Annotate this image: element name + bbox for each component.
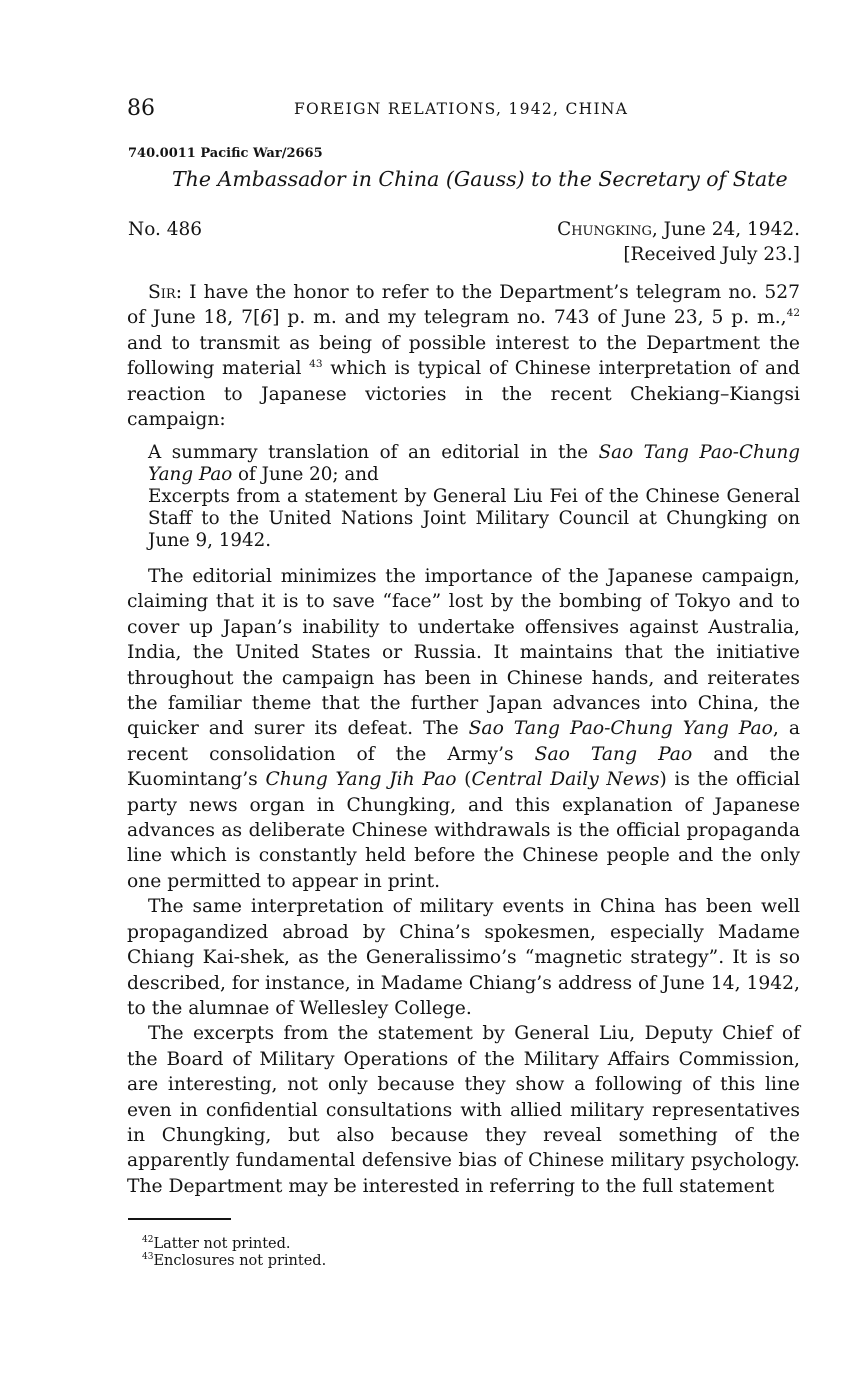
text-run-italic: Chung Yang Jih Pao [265,769,457,791]
date: , June 24, 1942. [651,219,800,240]
place: Chungking [557,219,652,240]
text-run-italic: Sao Tang Pao-Chung Yang Pao [468,718,773,740]
footnote-text: Enclosures not printed. [153,1253,327,1269]
file-reference: 740.0011 Pacific War/2665 [128,146,323,161]
text-run-italic: Sao Tang Pao [534,743,693,765]
footnote-divider [128,1218,231,1220]
footnote-42 [142,1236,291,1253]
page-number: 86 [127,96,155,121]
footnote-43 [142,1253,326,1270]
paragraph-1 [127,280,800,432]
text-run: which is typical of Chinese interpretation of and reaction to Japanese victories in the recent Chekiang–Kiangsi campaign: [127,358,800,431]
paragraph-3: The same interpretation of military events in China has been well propagandized abroad by China’s spokesmen, especially Madame Chiang Kai-shek, as the Generalissimo’s “magnetic strategy”. It is so described, for instance, in Madame Chiang’s address of June 14, 1942, to the alumnae of Wellesley College. [127,896,800,1019]
text-run: ) is the official party news organ in Chungking, and this explanation of Japanese advances as deliberate Chinese withdrawals is the official propaganda line which is constantly held before the Chinese people and the only one permitted to appear in print. [127,769,801,892]
text-run-italic: Central Daily News [471,769,660,791]
paragraph-4: The excerpts from the statement by General Liu, Deputy Chief of the Board of Military Operations of the Military Affairs Commission, are interesting, not only because they show a following of this line even in confidential consultations with allied military representatives in Chungking, but also because they reveal something of the apparently fundamental defensive bias of Chinese military psychology. The Department may be interested in referring to the full statement [127,1023,800,1197]
body-paragraphs [127,564,800,1199]
text-run-italic: Sao Tang Pao-Chung Yang Pao [148,442,800,485]
text-run: ] p. m. and my telegram no. 743 of June 23, 5 p. m., [272,307,787,329]
text-run-italic: 6 [260,307,273,329]
text-run: ( [456,769,472,791]
text-run: The editorial minimizes the importance of the Japanese campaign, claiming that it is to save “face” lost by the bombing of Tokyo and to cover up Japan’s inability to undertake offensives against Australia, India, the United States or Russia. It maintains that the initiative throughout the campaign has been in Chinese hands, and reiterates the familiar theme that the further Japan advances into China, the quicker and surer its defeat. The [127,566,800,740]
enclosure-item-2: Excerpts from a statement by General Liu Fei of the Chinese General Staff to the United Nations Joint Military Council at Chungking on June 9, 1942. [148,486,800,551]
received-date: [Received July 23.] [623,244,800,265]
salutation: Sir [148,282,176,303]
footnote-mark: 43 [142,1252,154,1263]
footnote-ref-43: 43 [309,357,323,370]
text-run: of June 20; and [232,464,379,485]
running-title: FOREIGN RELATIONS, 1942, CHINA [294,100,629,118]
text-run: A summary translation of an editorial in the [148,442,599,463]
paragraph-2 [127,564,800,894]
text-run: and the Kuomintang’s [127,743,801,791]
enclosure-item-1 [127,442,800,486]
footnote-ref-42: 42 [786,307,801,320]
text-run: : I have the honor to refer to the Department’s telegram no. 527 of June 18, 7[ [127,282,800,329]
document-number: No. 486 [128,219,203,240]
footnote-text: Latter not printed. [153,1236,291,1252]
text-run: , a recent consolidation of the Army’s [127,718,800,765]
footnote-mark: 42 [142,1235,154,1246]
enclosure-list [127,442,800,552]
document-title: The Ambassador in China (Gauss) to the Secretary of State [172,167,788,191]
text-run: and to transmit as being of possible interest to the Department the following material [127,332,800,380]
place-and-date [557,219,800,240]
